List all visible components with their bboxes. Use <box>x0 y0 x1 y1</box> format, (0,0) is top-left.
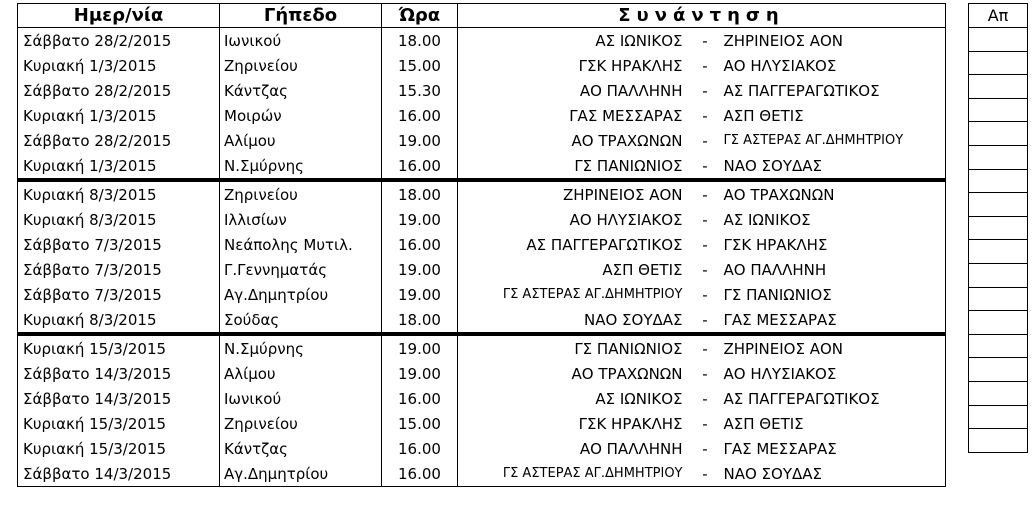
away-team: ΑΣ ΠΑΓΓΕΡΑΓΩΤΙΚΟΣ <box>722 386 946 411</box>
match-date: Σάββατο 28/2/2015 <box>18 78 220 103</box>
match-field: Νεάπολης Μυτιλ. <box>220 232 382 257</box>
match-date: Κυριακή 8/3/2015 <box>18 307 220 334</box>
match-separator: - <box>702 389 708 408</box>
home-team: ΓΣΚ ΗΡΑΚΛΗΣ <box>458 53 689 78</box>
match-field: Ιλλισίων <box>220 207 382 232</box>
date-header: Ημερ/νία <box>18 4 220 28</box>
match-time: 15.00 <box>382 53 458 78</box>
match-date: Κυριακή 8/3/2015 <box>18 180 220 207</box>
home-team: ΑΣ ΙΩΝΙΚΟΣ <box>458 386 689 411</box>
match-time: 19.00 <box>382 128 458 153</box>
home-team: ΑΟ ΗΛΥΣΙΑΚΟΣ <box>458 207 689 232</box>
away-team: ΓΣ ΠΑΝΙΩΝΙΟΣ <box>722 282 946 307</box>
match-time: 19.00 <box>382 257 458 282</box>
match-row <box>18 153 946 180</box>
match-separator: - <box>689 461 722 487</box>
match-time: 16.00 <box>382 153 458 180</box>
result-cell[interactable] <box>969 98 1028 122</box>
match-field: Μοιρών <box>220 103 382 128</box>
match-date: Σάββατο 7/3/2015 <box>18 282 220 307</box>
field-header: Γήπεδο <box>220 4 382 28</box>
match-date: Σάββατο 28/2/2015 <box>18 28 220 54</box>
match-separator: - <box>702 56 708 75</box>
match-time: 16.00 <box>382 436 458 461</box>
away-team: ΑΣΠ ΘΕΤΙΣ <box>722 103 946 128</box>
home-team: ΑΟ ΠΑΛΛΗΝΗ <box>458 78 689 103</box>
home-team: ΓΣΚ ΗΡΑΚΛΗΣ <box>458 411 689 436</box>
match-time: 16.00 <box>382 386 458 411</box>
match-time: 18.00 <box>382 307 458 334</box>
home-team: ΓΑΣ ΜΕΣΣΑΡΑΣ <box>458 103 689 128</box>
match-field: Αλίμου <box>220 128 382 153</box>
match-time: 16.00 <box>382 232 458 257</box>
away-team: ΑΣ ΠΑΓΓΕΡΑΓΩΤΙΚΟΣ <box>722 78 946 103</box>
match-field: Σούδας <box>220 307 382 334</box>
match-separator: - <box>702 414 708 433</box>
home-team: ΝΑΟ ΣΟΥΔΑΣ <box>458 307 689 334</box>
match-separator: - <box>702 81 708 100</box>
result-cell[interactable] <box>969 216 1028 240</box>
match-row <box>18 386 946 411</box>
match-time: 16.00 <box>382 103 458 128</box>
match-field: Κάντζας <box>220 436 382 461</box>
result-cell[interactable] <box>969 193 1028 217</box>
away-team: ΑΟ ΤΡΑΧΩΝΩΝ <box>722 180 946 207</box>
result-cell[interactable] <box>969 51 1028 75</box>
match-field: Ιωνικού <box>220 28 382 54</box>
home-team: ΑΟ ΠΑΛΛΗΝΗ <box>458 436 689 461</box>
away-team: ΓΣΚ ΗΡΑΚΛΗΣ <box>722 232 946 257</box>
away-team: ΑΟ ΗΛΥΣΙΑΚΟΣ <box>722 361 946 386</box>
match-date: Κυριακή 1/3/2015 <box>18 53 220 78</box>
home-team: ΑΟ ΤΡΑΧΩΝΩΝ <box>458 128 689 153</box>
match-date: Κυριακή 1/3/2015 <box>18 153 220 180</box>
match-field: Γ.Γεννηματάς <box>220 257 382 282</box>
result-cell[interactable] <box>969 28 1028 52</box>
time-header: Ώρα <box>382 4 458 28</box>
match-row <box>18 436 946 461</box>
match-row <box>18 282 946 307</box>
match-separator: - <box>702 131 708 150</box>
match-date: Κυριακή 8/3/2015 <box>18 207 220 232</box>
match-row <box>18 257 946 282</box>
home-team: ΓΣ ΠΑΝΙΩΝΙΟΣ <box>458 334 689 361</box>
match-separator: - <box>689 334 722 361</box>
match-separator: - <box>702 210 708 229</box>
result-cell[interactable] <box>969 311 1028 335</box>
match-time: 19.00 <box>382 207 458 232</box>
match-separator: - <box>689 180 722 207</box>
away-team: ΝΑΟ ΣΟΥΔΑΣ <box>722 153 946 180</box>
match-separator: - <box>702 439 708 458</box>
result-cell[interactable] <box>969 287 1028 311</box>
match-row <box>18 53 946 78</box>
away-team: ΓΣ ΑΣΤΕΡΑΣ ΑΓ.ΔΗΜΗΤΡΙΟΥ <box>722 128 946 153</box>
match-field: Ζηρινείου <box>220 53 382 78</box>
match-row <box>18 103 946 128</box>
home-team: ΓΣ ΑΣΤΕΡΑΣ ΑΓ.ΔΗΜΗΤΡΙΟΥ <box>458 461 689 487</box>
result-header: Απ <box>969 4 1028 28</box>
match-field: Κάντζας <box>220 78 382 103</box>
match-row <box>18 180 946 207</box>
match-date: Σάββατο 7/3/2015 <box>18 257 220 282</box>
match-field: Αγ.Δημητρίου <box>220 461 382 487</box>
match-separator: - <box>702 364 708 383</box>
match-header: Συνάντηση <box>458 4 946 28</box>
away-team: ΖΗΡΙΝΕΙΟΣ ΑΟΝ <box>722 28 946 54</box>
match-separator: - <box>702 310 708 329</box>
result-table <box>968 3 1028 453</box>
match-row <box>18 411 946 436</box>
result-cell[interactable] <box>969 334 1028 358</box>
match-row <box>18 207 946 232</box>
match-field: Ζηρινείου <box>220 411 382 436</box>
match-field: Ιωνικού <box>220 386 382 411</box>
match-row <box>18 334 946 361</box>
result-cell[interactable] <box>969 405 1028 429</box>
match-row <box>18 78 946 103</box>
away-team: ΑΣ ΙΩΝΙΚΟΣ <box>722 207 946 232</box>
home-team: ΑΣ ΠΑΓΓΕΡΑΓΩΤΙΚΟΣ <box>458 232 689 257</box>
match-field: Ν.Σμύρνης <box>220 334 382 361</box>
home-team: ΓΣ ΑΣΤΕΡΑΣ ΑΓ.ΔΗΜΗΤΡΙΟΥ <box>458 282 689 307</box>
result-cell[interactable] <box>969 169 1028 193</box>
match-time: 18.00 <box>382 28 458 54</box>
match-date: Σάββατο 7/3/2015 <box>18 232 220 257</box>
match-separator: - <box>702 106 708 125</box>
match-separator: - <box>689 28 722 54</box>
match-date: Κυριακή 1/3/2015 <box>18 103 220 128</box>
match-row <box>18 461 946 487</box>
match-date: Κυριακή 15/3/2015 <box>18 436 220 461</box>
match-date: Σάββατο 28/2/2015 <box>18 128 220 153</box>
match-time: 19.00 <box>382 361 458 386</box>
match-separator: - <box>702 260 708 279</box>
away-team: ΑΟ ΠΑΛΛΗΝΗ <box>722 257 946 282</box>
result-cell[interactable] <box>969 358 1028 382</box>
match-time: 15.00 <box>382 411 458 436</box>
match-time: 16.00 <box>382 461 458 487</box>
result-cell[interactable] <box>969 75 1028 99</box>
match-field: Ν.Σμύρνης <box>220 153 382 180</box>
away-team: ΓΑΣ ΜΕΣΣΑΡΑΣ <box>722 307 946 334</box>
result-cell[interactable] <box>969 263 1028 287</box>
match-date: Κυριακή 15/3/2015 <box>18 334 220 361</box>
home-team: ΖΗΡΙΝΕΙΟΣ ΑΟΝ <box>458 180 689 207</box>
match-time: 15.30 <box>382 78 458 103</box>
away-team: ΑΣΠ ΘΕΤΙΣ <box>722 411 946 436</box>
away-team: ΖΗΡΙΝΕΙΟΣ ΑΟΝ <box>722 334 946 361</box>
away-team: ΑΟ ΗΛΥΣΙΑΚΟΣ <box>722 53 946 78</box>
match-row <box>18 128 946 153</box>
match-separator: - <box>702 235 708 254</box>
home-team: ΑΟ ΤΡΑΧΩΝΩΝ <box>458 361 689 386</box>
match-row <box>18 28 946 54</box>
match-row <box>18 361 946 386</box>
result-cell[interactable] <box>969 122 1028 146</box>
match-date: Σάββατο 14/3/2015 <box>18 361 220 386</box>
match-date: Σάββατο 14/3/2015 <box>18 386 220 411</box>
match-time: 19.00 <box>382 334 458 361</box>
match-time: 19.00 <box>382 282 458 307</box>
home-team: ΓΣ ΠΑΝΙΩΝΙΟΣ <box>458 153 689 180</box>
result-cell[interactable] <box>969 381 1028 405</box>
schedule-table <box>17 3 946 487</box>
match-time: 18.00 <box>382 180 458 207</box>
match-field: Αγ.Δημητρίου <box>220 282 382 307</box>
result-cell[interactable] <box>969 145 1028 169</box>
match-field: Αλίμου <box>220 361 382 386</box>
match-date: Κυριακή 15/3/2015 <box>18 411 220 436</box>
match-row <box>18 307 946 334</box>
away-team: ΝΑΟ ΣΟΥΔΑΣ <box>722 461 946 487</box>
match-row <box>18 232 946 257</box>
away-team: ΓΑΣ ΜΕΣΣΑΡΑΣ <box>722 436 946 461</box>
home-team: ΑΣΠ ΘΕΤΙΣ <box>458 257 689 282</box>
header-row <box>18 4 946 28</box>
result-cell[interactable] <box>969 240 1028 264</box>
match-separator: - <box>702 285 708 304</box>
match-field: Ζηρινείου <box>220 180 382 207</box>
home-team: ΑΣ ΙΩΝΙΚΟΣ <box>458 28 689 54</box>
result-cell[interactable] <box>969 429 1028 453</box>
match-date: Σάββατο 14/3/2015 <box>18 461 220 487</box>
match-separator: - <box>702 156 708 175</box>
